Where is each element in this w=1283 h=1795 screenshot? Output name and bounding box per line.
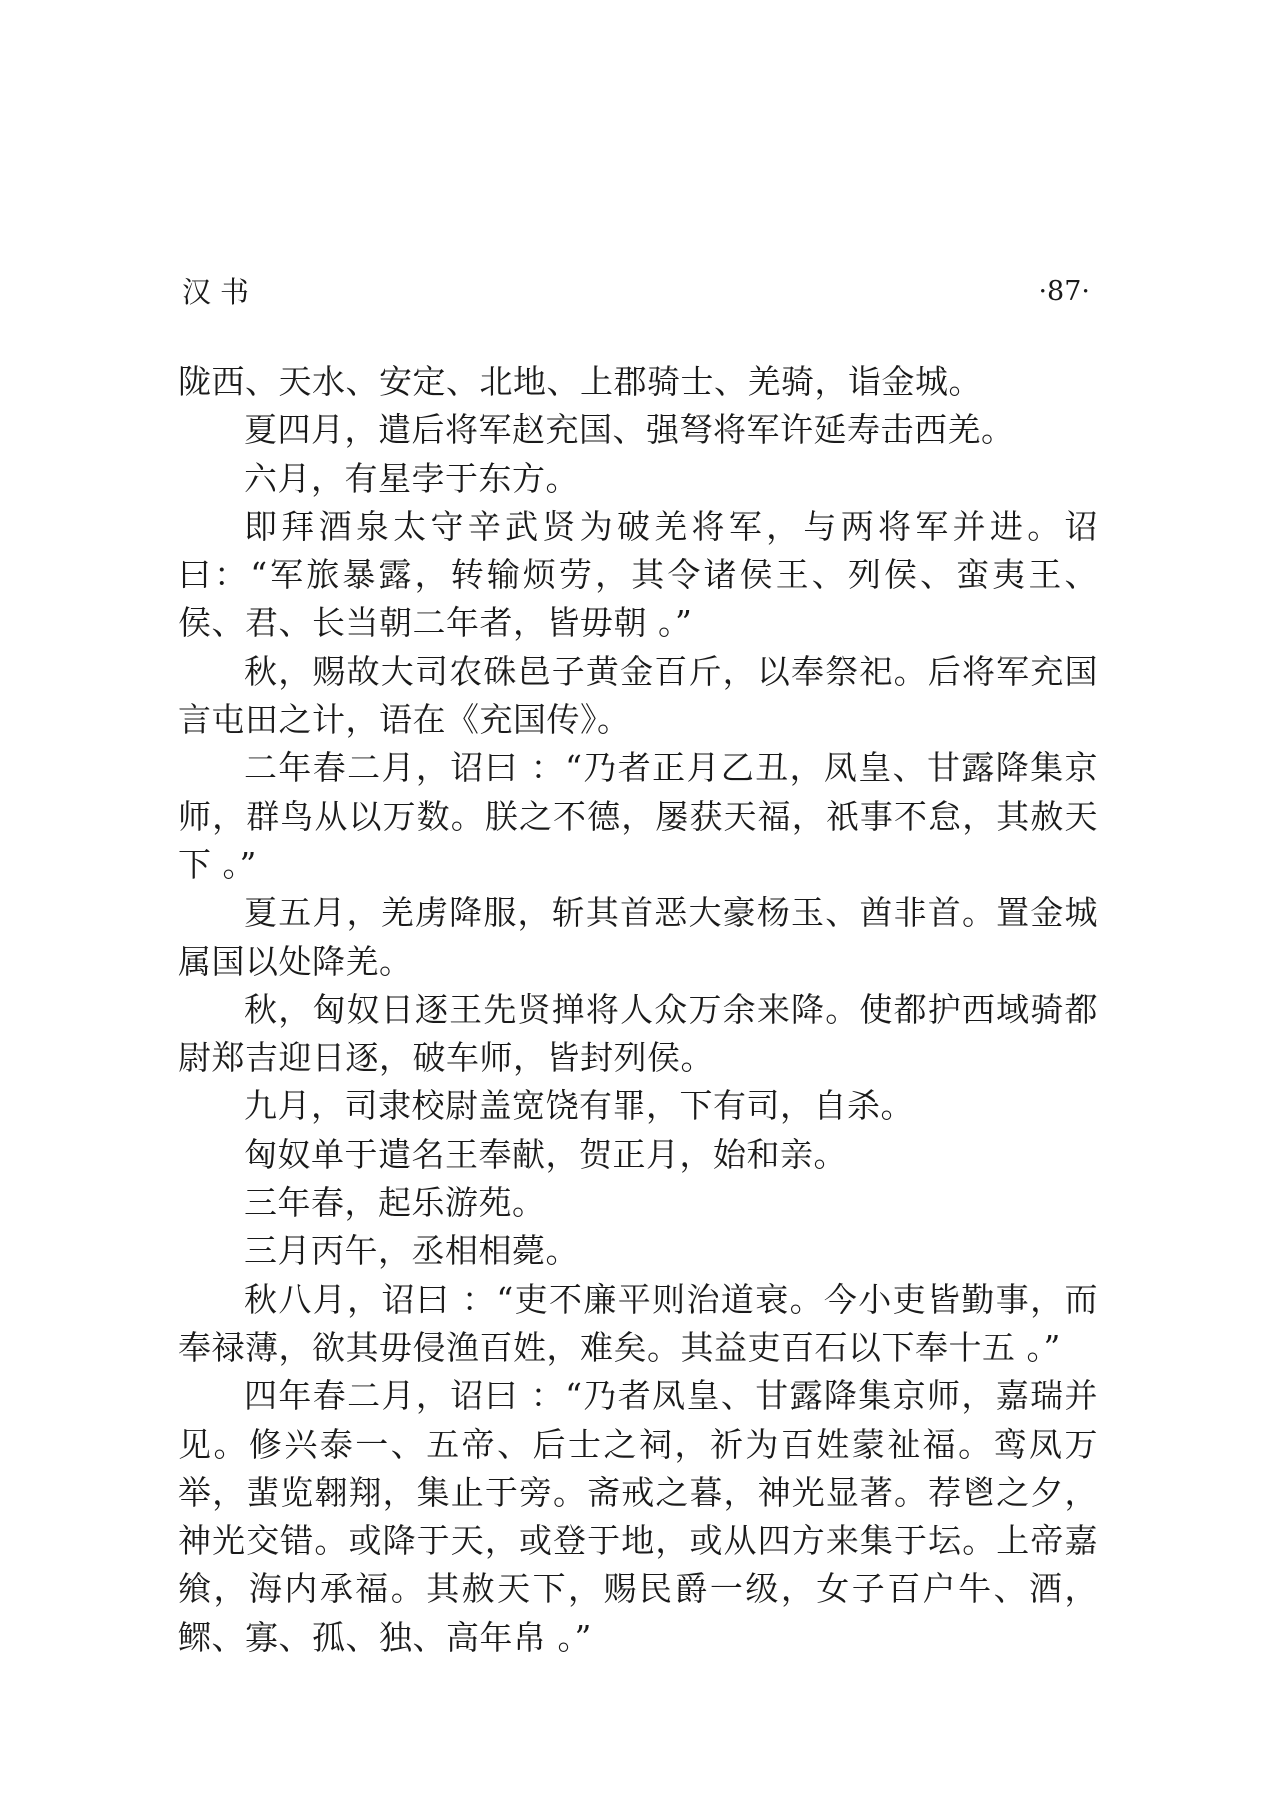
body-text xyxy=(178,358,1098,1662)
paragraph: 夏四月，遣后将军赵充国、强弩将军许延寿击西羌。 xyxy=(244,410,1015,450)
page-number: ·87· xyxy=(1038,276,1090,307)
paragraph: 二年春二月，诏曰 ：“乃者正月乙丑，凤皇、甘露降集京师，群鸟从以万数。朕之不德，屡获天福，祇事不怠，其赦天下 。” xyxy=(178,748,1098,884)
paragraph: 四年春二月，诏曰 ：“乃者凤皇、甘露降集京师，嘉瑞并见。修兴泰一、五帝、后士之祠，祈为百姓蒙祉福。鸾凤万举，蜚览翱翔，集止于旁。斋戒之暮，神光显著。荐鬯之夕，神光交错。或降于天，或登于地，或从四方来集于坛。上帝嘉飨，海内承福。其赦天下，赐民爵一级，女子百户牛、酒，鳏、寡、孤、独、高年帛 。” xyxy=(178,1376,1098,1657)
page-header xyxy=(182,272,1090,312)
book-title: 汉书 xyxy=(182,275,259,309)
paragraph: 六月，有星孛于东方。 xyxy=(244,458,579,498)
paragraph: 匈奴单于遣名王奉献，贺正月，始和亲。 xyxy=(244,1134,847,1174)
paragraph: 三月丙午，丞相相薨。 xyxy=(244,1231,579,1271)
paragraph: 秋八月，诏曰 ：“吏不廉平则治道衰。今小吏皆勤事，而奉禄薄，欲其毋侵渔百姓，难矣。其益吏百石以下奉十五 。” xyxy=(178,1279,1098,1367)
paragraph: 九月，司隶校尉盖宽饶有罪，下有司，自杀。 xyxy=(244,1086,914,1126)
paragraph: 秋，赐故大司农硃邑子黄金百斤，以奉祭祀。后将军充国言屯田之计，语在《充国传》。 xyxy=(178,651,1098,740)
paragraph: 即拜酒泉太守辛武贤为破羌将军，与两将军并进。诏曰：“军旅暴露，转输烦劳，其令诸侯王、列侯、蛮夷王、侯、君、长当朝二年者，皆毋朝 。” xyxy=(178,506,1098,643)
paragraph: 陇西、天水、安定、北地、上郡骑士、羌骑，诣金城。 xyxy=(178,362,982,401)
paragraph: 秋，匈奴日逐王先贤掸将人众万余来降。使都护西域骑都尉郑吉迎日逐，破车师，皆封列侯。 xyxy=(178,989,1098,1078)
paragraph: 夏五月，羌虏降服，斩其首恶大豪杨玉、酋非首。置金城属国以处降羌。 xyxy=(178,893,1098,981)
paragraph: 三年春，起乐游苑。 xyxy=(244,1183,546,1223)
